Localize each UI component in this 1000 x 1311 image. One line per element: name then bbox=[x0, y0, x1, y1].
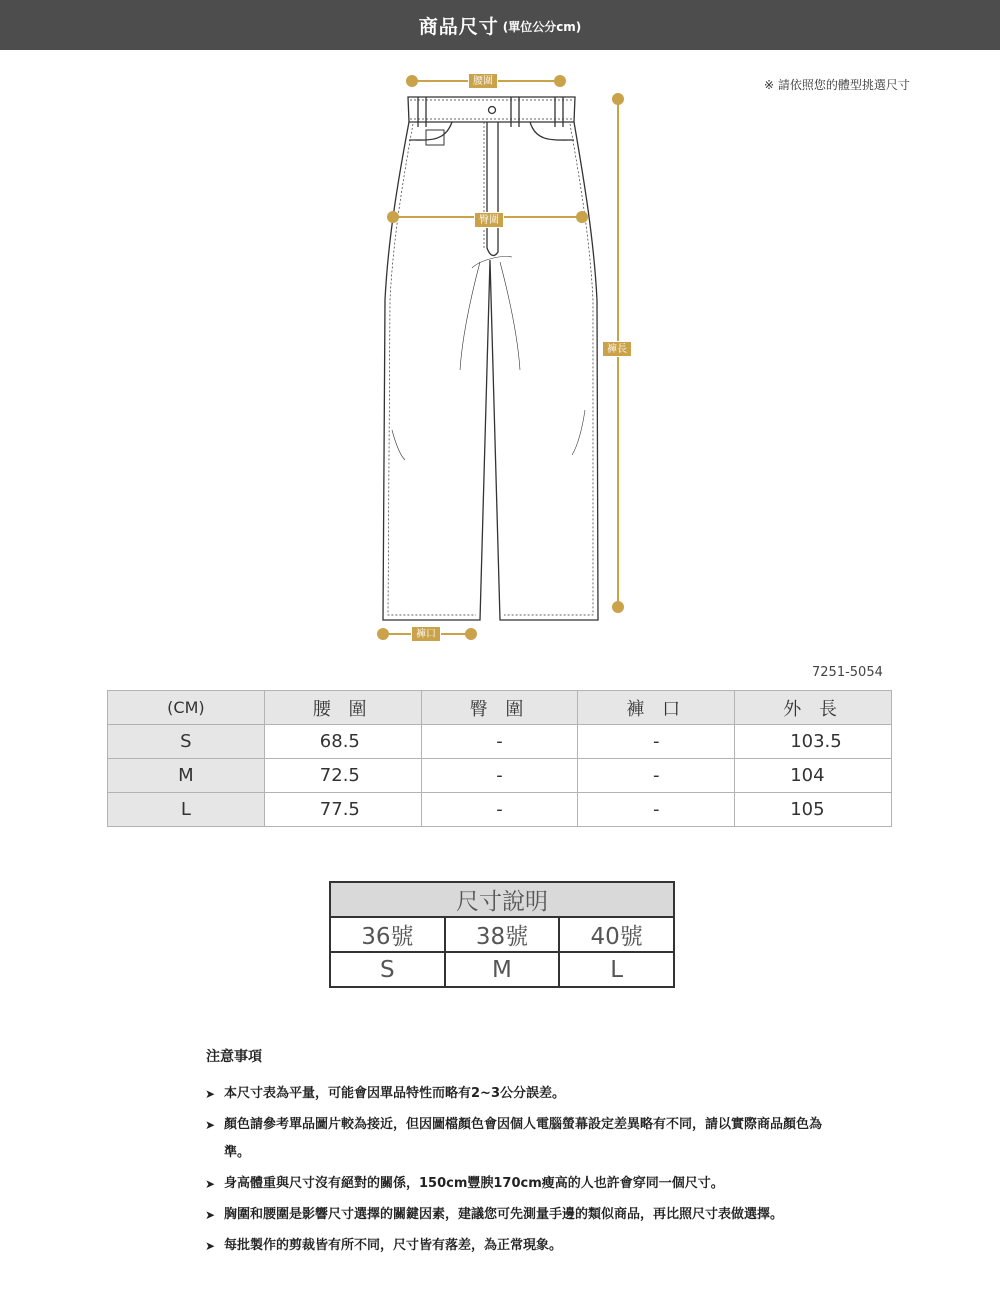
arrow-icon: ➤ bbox=[205, 1177, 216, 1191]
size-cell: L bbox=[108, 793, 265, 827]
note-item bbox=[206, 1232, 826, 1260]
size-number-row bbox=[330, 917, 674, 952]
note-text: 每批製作的剪裁皆有所不同，尺寸皆有落差，為正常現象。 bbox=[224, 1238, 563, 1253]
page-title: 商品尺寸 bbox=[418, 15, 499, 38]
size-selection-note: ※ 請依照您的體型挑選尺寸 bbox=[764, 78, 910, 92]
length-cell: 104 bbox=[735, 759, 892, 793]
note-text: 胸圍和腰圍是影響尺寸選擇的關鍵因素，建議您可先測量手邊的類似商品，再比照尺寸表做選擇。 bbox=[224, 1207, 784, 1222]
table-row bbox=[108, 759, 892, 793]
size-letter: L bbox=[559, 952, 674, 987]
notes-title: 注意事項 bbox=[206, 1049, 262, 1065]
notes-section bbox=[206, 1046, 826, 1263]
header-hem: 褲 口 bbox=[578, 691, 735, 725]
header-length: 外 長 bbox=[735, 691, 892, 725]
size-number: 40號 bbox=[559, 917, 674, 952]
hip-cell: - bbox=[421, 759, 578, 793]
size-table bbox=[107, 690, 892, 827]
note-text: 本尺寸表為平量，可能會因單品特性而略有2~3公分誤差。 bbox=[224, 1086, 565, 1101]
note-item bbox=[206, 1170, 826, 1198]
note-item bbox=[206, 1201, 826, 1229]
unit-label: (單位公分cm) bbox=[502, 20, 582, 34]
note-item bbox=[206, 1111, 826, 1167]
size-guide-title: 尺寸說明 bbox=[330, 882, 674, 917]
hip-cell: - bbox=[421, 793, 578, 827]
hip-measure-label: 臀圍 bbox=[474, 212, 504, 228]
pants-outline bbox=[383, 97, 598, 620]
header-hip: 臀 圍 bbox=[421, 691, 578, 725]
size-table-header bbox=[108, 691, 892, 725]
arrow-icon: ➤ bbox=[205, 1208, 216, 1222]
size-letter-row bbox=[330, 952, 674, 987]
length-cell: 105 bbox=[735, 793, 892, 827]
measurement-lines bbox=[377, 75, 624, 640]
size-letter: M bbox=[445, 952, 560, 987]
hem-cell: - bbox=[578, 759, 735, 793]
length-cell: 103.5 bbox=[735, 725, 892, 759]
header-waist: 腰 圍 bbox=[264, 691, 421, 725]
note-text: 身高體重與尺寸沒有絕對的關係，150cm豐腴170cm瘦高的人也許會穿同一個尺寸。 bbox=[224, 1176, 724, 1191]
size-cell: S bbox=[108, 725, 265, 759]
size-cell: M bbox=[108, 759, 265, 793]
table-row bbox=[108, 725, 892, 759]
note-item bbox=[206, 1080, 826, 1108]
arrow-icon: ➤ bbox=[205, 1118, 216, 1132]
waist-cell: 77.5 bbox=[264, 793, 421, 827]
note-text: 顏色請參考單品圖片較為接近，但因圖檔顏色會因個人電腦螢幕設定差異略有不同，請以實際商品顏色為準。 bbox=[224, 1117, 823, 1160]
arrow-icon: ➤ bbox=[205, 1087, 216, 1101]
size-number: 36號 bbox=[330, 917, 445, 952]
waist-cell: 68.5 bbox=[264, 725, 421, 759]
table-row bbox=[108, 793, 892, 827]
size-number: 38號 bbox=[445, 917, 560, 952]
length-measure-label: 褲長 bbox=[602, 341, 632, 357]
waist-measure-label: 腰圍 bbox=[468, 73, 498, 89]
hem-cell: - bbox=[578, 725, 735, 759]
product-code: 7251-5054 bbox=[812, 665, 883, 680]
hip-cell: - bbox=[421, 725, 578, 759]
size-letter: S bbox=[330, 952, 445, 987]
header-unit: (CM) bbox=[108, 691, 265, 725]
arrow-icon: ➤ bbox=[205, 1239, 216, 1253]
waist-cell: 72.5 bbox=[264, 759, 421, 793]
hem-measure-label: 褲口 bbox=[411, 626, 441, 642]
size-guide-table bbox=[329, 881, 675, 988]
hem-cell: - bbox=[578, 793, 735, 827]
